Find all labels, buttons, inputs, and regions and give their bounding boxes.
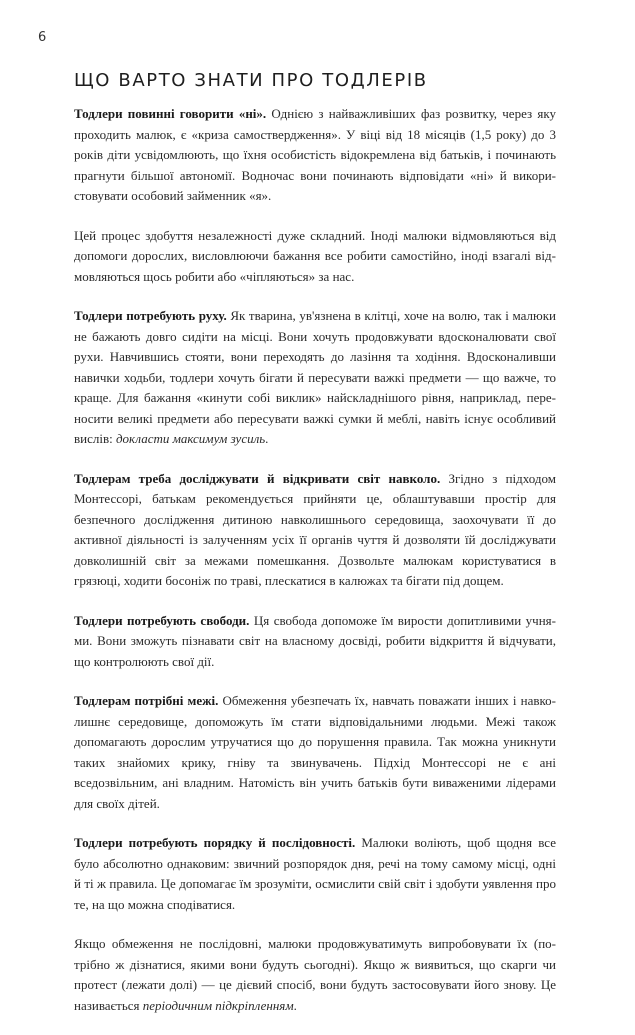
paragraph-text: Як тварина, ув'язнена в клітці, хоче на волю, так і малюки не бажають довго сидіти на місці. Вони хочуть продовжувати вдосконалювати свої рухи. Навчившись стояти, вони переходять до лазіння та ходіння. Вдосконаливши навички ходьби, тодлери хочуть бігати й пересувати важкі предмети — що важче, то краще. Для бажання «кинути собі виклик» найскладнішого рівня, наприклад, переносити великі предмети або пересувати важкі сумки й меблі, навіть існує особливий вислів: bbox=[74, 308, 556, 446]
paragraph-text: Обмеження убезпечать їх, навчать поважати інших і навколишнє середовище, допоможуть їм стати відповідальними людьми. Межі також допомагають дорослим утручатися що до порушення правила. Так можна уникнути таких знайомих крику, гніву та звинувачень. Підхід Монтессорі не є ані вседозвільним, ані владним. Натомість він учить батьків бути виваженими лідерами для своїх дітей. bbox=[74, 693, 556, 811]
paragraph-text: Згідно з підходом Монтессорі, батькам рекомендується прийняти це, облаштувавши простір для безпечного дослідження дитиною навколишнього середовища, заохочувати її до активної діяльності із залученням усіх її органів чуття й дозволяти їй досліджувати довколишній світ за межами помешкання. Дозвольте малюкам користуватися в грязюці, ходити босоніж по траві, плескатися в калюжах та бігати під дощем. bbox=[74, 470, 556, 588]
paragraph-text: Якщо обмеження не послідовні, малюки продовжуватимуть випробовувати їх (потрібно ж дізнатися, якими вони будуть сьогодні). Якщо ж виявиться, що скарги чи протест (лежати долі) — це дієвий спосіб, вони будуть застосовувати його знову. Це називається bbox=[74, 936, 556, 1013]
paragraph-movement bbox=[74, 306, 556, 450]
paragraph-explore bbox=[74, 469, 556, 592]
paragraph-lead: Тодлери потребують руху. bbox=[74, 308, 227, 323]
paragraph-lead: Тодлерам треба досліджувати й відкривати світ навколо. bbox=[74, 470, 441, 486]
paragraph-order bbox=[74, 833, 556, 915]
paragraph-lead: Тодлери повинні говорити «ні». bbox=[74, 106, 267, 121]
paragraph-lead: Тодлери потребують свободи. bbox=[74, 612, 250, 628]
paragraph-lead: Тодлери потребують порядку й послідовності. bbox=[74, 835, 356, 850]
paragraph-text: Однією з найважливіших фаз розвитку, через яку проходить малюк, є «криза самоствердження». У віці від 18 місяців (1,5 року) до 3 років діти усвідомлюють, що їхня особистість відокремлена від батьків, і починають прагнути більшої автономії. Водночас вони починають відповідати «ні» й використовувати особовий займенник «я». bbox=[74, 106, 556, 203]
paragraph-limits bbox=[74, 691, 556, 814]
paragraph-italic: докласти максимум зусиль bbox=[115, 431, 266, 446]
paragraph-text: Цей процес здобуття незалежності дуже складний. Іноді малюки відмовляються від допомоги дорослих, висловлюючи бажання все робити самостійно, іноді взагалі відмовляються щось робити або «чіпляються» за нас. bbox=[74, 227, 556, 284]
body-text bbox=[74, 104, 556, 1035]
paragraph-italic: періодичним підкріпленням bbox=[142, 997, 294, 1013]
paragraph-independence bbox=[74, 226, 556, 288]
page-number: 6 bbox=[38, 30, 47, 45]
paragraph-lead: Тодлерам потрібні межі. bbox=[74, 693, 219, 708]
paragraph-tail: . bbox=[293, 997, 297, 1013]
paragraph-freedom bbox=[74, 611, 556, 673]
paragraph-tail: . bbox=[265, 431, 269, 446]
section-heading: ЩО ВАРТО ЗНАТИ ПРО ТОДЛЕРІВ bbox=[74, 70, 428, 91]
paragraph-text: Малюки воліють, щоб щодня все було абсолютно однаковим: звичний розпорядок дня, речі на тому самому місці, одні й ті ж правила. Це допомагає їм зрозуміти, осмислити свій світ і здобути уявлення про те, на що можна сподіватися. bbox=[74, 835, 556, 912]
paragraph-consistency bbox=[74, 934, 556, 1016]
paragraph-say-no bbox=[74, 104, 556, 207]
paragraph-text: Ця свобода допоможе їм вирости допитливими учнями. Вони зможуть пізнавати світ на власному досвіді, робити відкриття й відчувати, що контролюють свої дії. bbox=[74, 612, 556, 669]
